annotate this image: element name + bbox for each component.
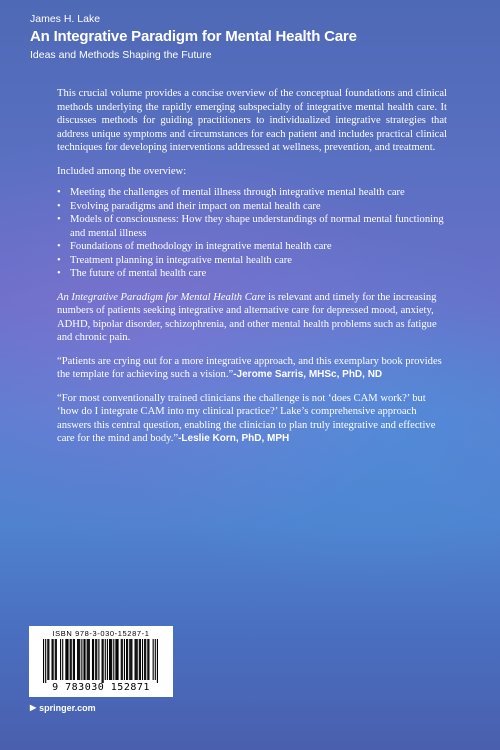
barcode-bar [62, 639, 63, 680]
quote-text: “For most conventionally trained clinicians the challenge is not ‘does CAM work?’ but ‘how do I integrate CAM into my clinical practice?’ Lake’s comprehensive approach answers this central question, enabling the clinician to plan truly integrative and effective care for the mind and body.” [57, 392, 436, 444]
triangle-right-icon: ▶ [30, 703, 37, 712]
isbn-label: ISBN 978-3-030-15287-1 [52, 629, 150, 638]
barcode-bar [92, 639, 93, 680]
quote-text: “Patients are crying out for a more integrative approach, and this exemplary book provides the template for achieving such a vision.” [57, 355, 442, 380]
isbn-barcode [29, 626, 173, 697]
barcode-bar [145, 639, 146, 680]
barcode-bar [83, 639, 84, 680]
barcode-bar [73, 639, 74, 680]
barcode-bar [103, 639, 104, 683]
barcode-bar [48, 639, 49, 680]
barcode-bar [157, 639, 158, 683]
barcode-bar [79, 639, 80, 680]
barcode-bar [78, 639, 79, 680]
endorsement-quote-1 [57, 355, 447, 382]
quote-attribution: -Jerome Sarris, MHSc, PhD, ND [233, 369, 383, 380]
barcode-bar [60, 639, 61, 680]
barcode-bar [137, 639, 138, 680]
relevance-book-title: An Integrative Paradigm for Mental Health Care [57, 291, 266, 303]
barcode-bar [142, 639, 143, 680]
intro-paragraph: This crucial volume provides a concise overview of the conceptual foundations and clinical methods underlying the rapidly emerging subspecialty of integrative mental health care. It discusses methods for guiding practitioners to individualized integrative strategies that address unique symptoms and circumstances for each patient and includes practical clinical techniques for developing interventions addressed at wellness, prevention, and treatment. [57, 88, 447, 153]
barcode-bar [77, 639, 78, 680]
barcode-bar [124, 639, 125, 680]
barcode-bar [130, 639, 131, 680]
barcode-bar [155, 639, 156, 680]
barcode-bar [107, 639, 108, 680]
barcode-bar [53, 639, 54, 680]
barcode-bar [85, 639, 86, 680]
barcode-bar [153, 639, 154, 680]
relevance-paragraph [57, 291, 447, 345]
barcode-bar [129, 639, 130, 680]
barcode-bar [87, 639, 88, 680]
quote-attribution: -Leslie Korn, PhD, MPH [178, 433, 290, 444]
barcode-bar [113, 639, 114, 680]
barcode-bar [66, 639, 67, 680]
barcode-bar [98, 639, 99, 680]
barcode-bar [147, 639, 148, 680]
barcode-bar [93, 639, 94, 680]
barcode-bar [43, 639, 44, 683]
barcode-bar [105, 639, 106, 680]
barcode-bar [74, 639, 75, 680]
barcode-bar [148, 639, 149, 680]
endorsement-quote-2 [57, 392, 447, 446]
author-name: James H. Lake [30, 13, 101, 25]
barcode-bar [52, 639, 53, 680]
relevance-text: is relevant and timely for the increasing numbers of patients seeking integrative and alternative care for depressed mood, anxiety, ADHD, bipolar disorder, schizophrenia, and other mental health problems such as fatigue and chronic pain. [57, 291, 437, 343]
list-item: • Treatment planning in integrative mental health care [57, 254, 447, 268]
barcode-bar [127, 639, 128, 680]
barcode-bar [47, 639, 48, 680]
cover-header [30, 12, 470, 62]
barcode-bar [71, 639, 72, 680]
barcode-bar [65, 639, 66, 680]
barcode-bar [126, 639, 127, 680]
barcode-bar [81, 639, 82, 680]
barcode-bar [56, 639, 57, 680]
barcode-bar [45, 639, 46, 683]
blurb-body [57, 87, 447, 446]
barcode-bar [135, 639, 136, 680]
list-item: • Meeting the challenges of mental illness through integrative mental health care [57, 186, 447, 200]
barcode-bar [88, 639, 89, 680]
barcode-bar [121, 639, 122, 680]
book-subtitle: Ideas and Methods Shaping the Future [30, 49, 212, 61]
list-item: • Models of consciousness: How they shape understandings of normal mental functioning and mental illness [57, 213, 447, 240]
barcode-bar [131, 639, 132, 680]
barcode-bar [118, 639, 119, 680]
barcode-bar [136, 639, 137, 680]
book-title: An Integrative Paradigm for Mental Health Care [30, 28, 357, 45]
list-item: • Evolving paradigms and their impact on mental health care [57, 200, 447, 214]
publisher-url: springer.com [39, 703, 96, 713]
barcode-bar [89, 639, 90, 680]
barcode-bar [139, 639, 140, 680]
list-item: • Foundations of methodology in integrative mental health care [57, 240, 447, 254]
barcode-bar [110, 639, 111, 680]
barcode-bar [96, 639, 97, 680]
overview-list [57, 186, 447, 281]
barcode-bar [111, 639, 112, 680]
barcode-bar [102, 639, 103, 683]
list-item: • The future of mental health care [57, 267, 447, 281]
barcode-bar [122, 639, 123, 680]
barcode-bar [116, 639, 117, 680]
barcode-bar [109, 639, 110, 680]
barcode-bar [67, 639, 68, 680]
included-heading: Included among the overview: [57, 165, 187, 177]
barcode-bar [115, 639, 116, 680]
barcode-digits: 9 783030 152871 [52, 682, 150, 693]
barcode-bar [144, 639, 145, 680]
publisher-link[interactable] [30, 703, 96, 713]
barcode-bars [43, 639, 159, 683]
barcode-bar [70, 639, 71, 680]
barcode-bar [55, 639, 56, 680]
barcode-bar [140, 639, 141, 680]
barcode-bar [95, 639, 96, 680]
